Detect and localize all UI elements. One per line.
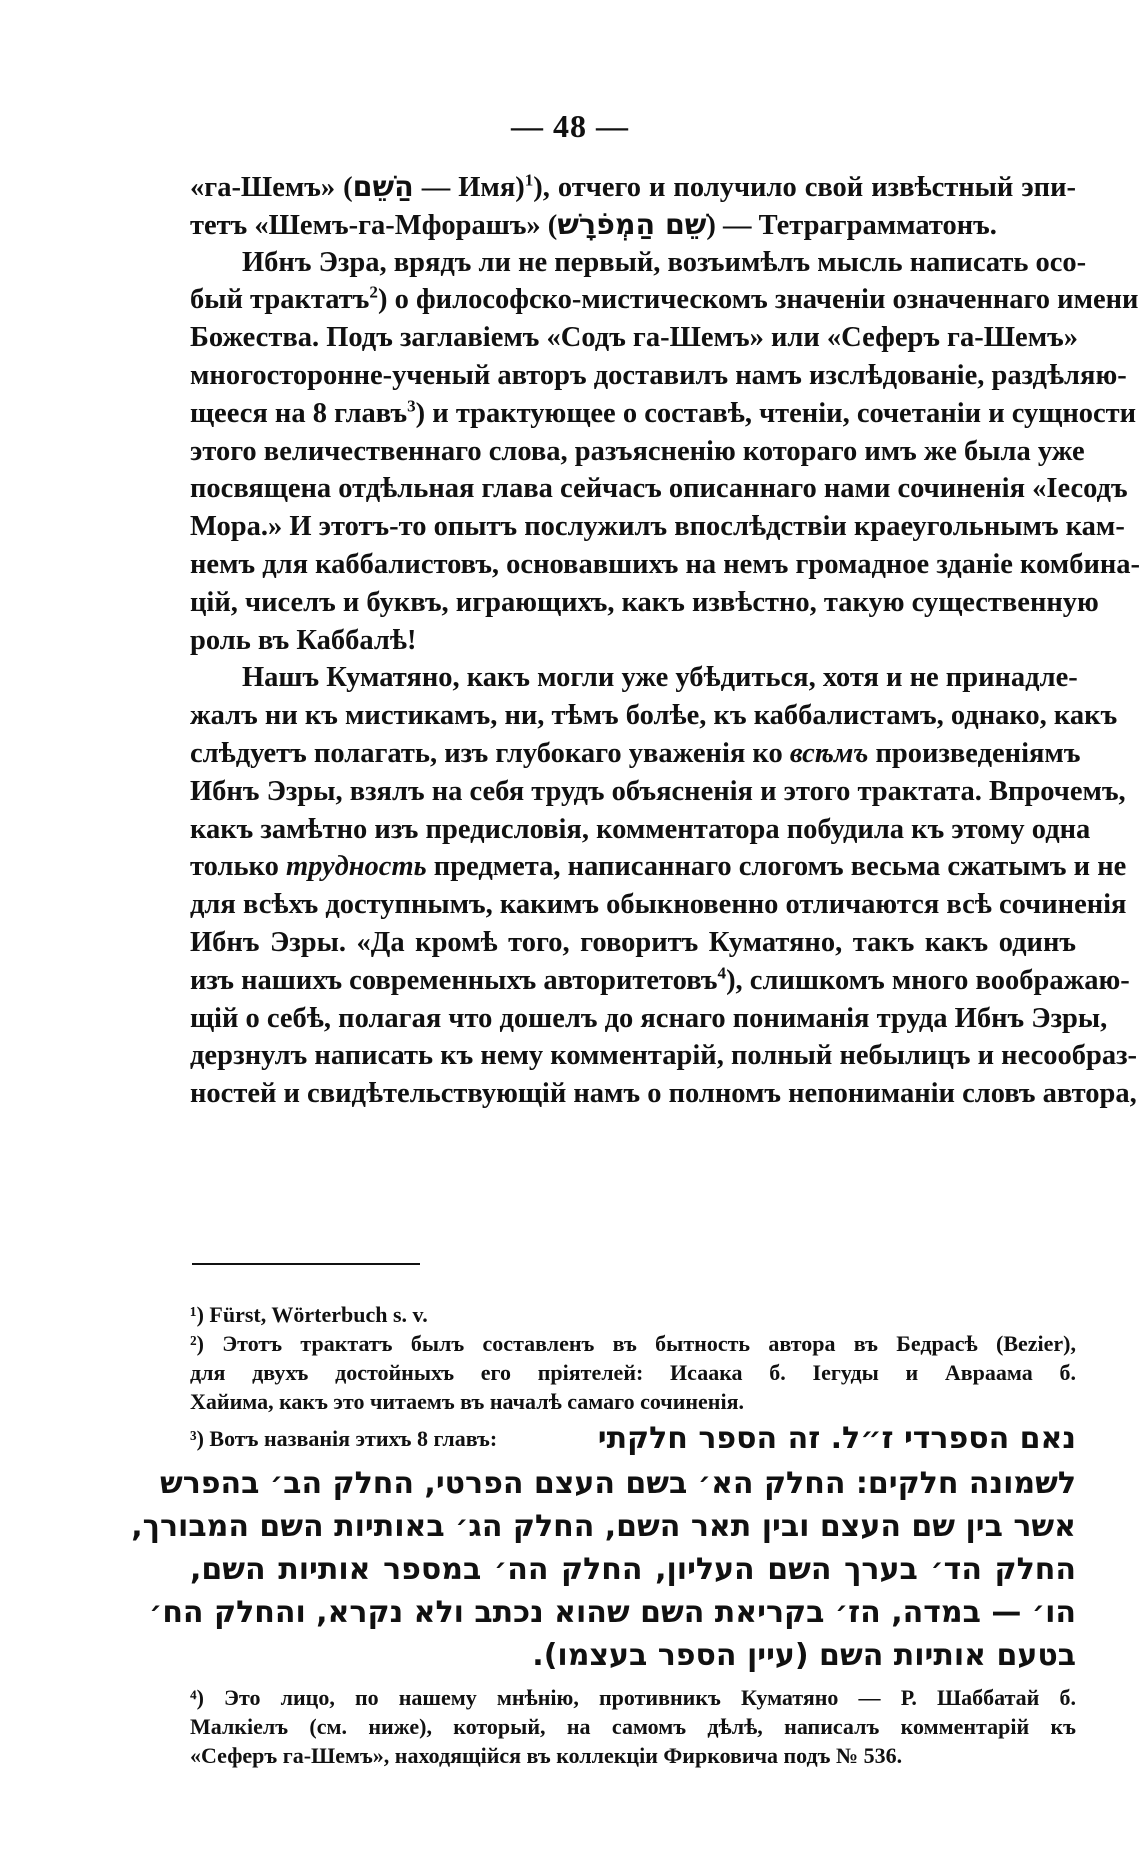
- text-line: этого величественнаго слова, разъясненію котораго имъ же была уже: [190, 435, 1085, 467]
- footnote-2-line: Хайима, какъ это читаемъ въ началѣ самаго сочиненія.: [190, 1389, 744, 1414]
- text-line: посвящена отдѣльная глава сейчасъ описаннаго нами сочиненія «Iесодъ: [190, 473, 1128, 505]
- footnote-ref: 2: [369, 282, 378, 302]
- text-line: для всѣхъ доступнымъ, какимъ обыкновенно отличаются всѣ сочиненія: [190, 889, 1127, 921]
- text-line: немъ для каббалистовъ, основавшихъ на немъ громадное зданіе комбина-: [190, 548, 1140, 580]
- text-line: жалъ ни къ мистикамъ, ни, тѣмъ болѣе, къ каббалистамъ, однако, какъ: [190, 700, 1118, 732]
- text-line: бый трактатъ$^2$) о философско-мистическомъ значеніи означеннаго имени: [190, 282, 1139, 316]
- emphasis: всѣмъ: [789, 737, 869, 769]
- footnote-divider: [192, 1263, 420, 1265]
- text-line: только трудность предмета, написаннаго слогомъ весьма сжатымъ и не: [190, 851, 1127, 883]
- hebrew-line: הו׳ — במדה, הז׳ בקריאת השם שהוא נכתב ולא נקרא, והחלק הח׳: [149, 1595, 1076, 1630]
- hebrew-line: בטעם אותיות השם (עיין הספר בעצמו).: [532, 1638, 1076, 1673]
- footnote-2-line: для двухъ достойныхъ его пріятелей: Исаака б. Iегуды и Авраама б.: [190, 1360, 1076, 1385]
- text-line: «га-Шемъ» (הַשֵׁם — Имя)$^1$), отчего и получило свой извѣстный эпи-: [190, 170, 1076, 203]
- footnotes: [131, 1300, 1076, 1770]
- text-line: Ибнъ Эзра, врядъ ли не первый, возъимѣлъ мысль написать осо-: [242, 246, 1087, 278]
- text-line: Божества. Подъ заглавіемъ «Содъ га-Шемъ» или «Сеферъ га-Шемъ»: [190, 322, 1078, 354]
- hebrew-line: אשר בין שם העצם ובין תאר השם, החלק הג׳ באותיות השם המבורך,: [131, 1509, 1076, 1544]
- footnote-4-line: «Сеферъ га-Шемъ», находящійся въ коллекціи Фирковича подъ № 536.: [190, 1743, 903, 1768]
- page-number: — 48 —: [511, 108, 629, 144]
- emphasis: трудность: [285, 851, 427, 883]
- hebrew-word: הַשֵׁם: [352, 170, 414, 203]
- text-line: тетъ «Шемъ-га-Мфорашъ» (שֵׁם הַמְפֹרָשׁ) — Тетраграмматонъ.: [190, 207, 997, 241]
- hebrew-line: לשמונה חלקים: החלק הא׳ בשם העצם הפרטי, החלק הב׳ בהפרש: [159, 1466, 1076, 1501]
- text-line: Ибнъ Эзры. «Да кромѣ того, говоритъ Куматяно, такъ какъ одинъ: [190, 926, 1076, 958]
- text-line: щееся на 8 главъ$^3$) и трактующее о составѣ, чтеніи, сочетаніи и сущности: [190, 396, 1137, 429]
- footnote-ref: 3: [407, 396, 416, 416]
- footnote-2-line: ²) Этотъ трактатъ былъ составленъ въ бытность автора въ Бедрасѣ (Bezier),: [190, 1331, 1076, 1356]
- footnote-4-line: ⁴) Это лицо, по нашему мнѣнію, противникъ Куматяно — Р. Шаббатай б.: [190, 1685, 1076, 1710]
- text-line: Мора.» И этотъ-то опытъ послужилъ впослѣдствіи краеугольнымъ кам-: [190, 511, 1125, 543]
- hebrew-line: החלק הד׳ בערך השם העליון, החלק הה׳ במספר אותיות השם,: [190, 1552, 1076, 1587]
- text-line: ностей и свидѣтельствующій намъ о полномъ непониманіи словъ автора,: [190, 1078, 1137, 1110]
- footnote-1: ¹) Fürst, Wörterbuch s. v.: [190, 1302, 428, 1327]
- hebrew-line: נאם הספרדי ז״ל. זה הספר חלקתי: [597, 1421, 1076, 1456]
- text-line: роль въ Каббалѣ!: [190, 624, 417, 656]
- main-text: [190, 168, 1140, 1113]
- text-line: изъ нашихъ современныхъ авторитетовъ$^4$), слишкомъ много воображаю-: [190, 963, 1130, 996]
- text-line: слѣдуетъ полагать, изъ глубокаго уваженія ко всѣмъ произведеніямъ: [190, 737, 1081, 769]
- text-line: Ибнъ Эзры, взялъ на себя трудъ объясненія и этого трактата. Впрочемъ,: [190, 775, 1126, 807]
- text-line: цій, чиселъ и буквъ, играющихъ, какъ извѣстно, такую существенную: [190, 586, 1099, 618]
- hebrew-phrase: שֵׁם הַמְפֹרָשׁ: [557, 207, 707, 241]
- text-line: щій о себѣ, полагая что дошелъ до яснаго пониманія труда Ибнъ Эзры,: [190, 1002, 1108, 1034]
- footnote-ref: 1: [524, 170, 534, 190]
- text-line: дерзнулъ написать къ нему комментарій, полный небылицъ и несообраз-: [190, 1040, 1138, 1072]
- text-line: многосторонне-ученый авторъ доставилъ намъ изслѣдованіе, раздѣляю-: [190, 359, 1127, 391]
- text-line: Нашъ Куматяно, какъ могли уже убѣдиться, хотя и не принадле-: [242, 662, 1078, 694]
- footnote-4-line: Малкіелъ (см. ниже), который, на самомъ дѣлѣ, написалъ комментарій къ: [190, 1714, 1076, 1739]
- footnote-ref: 4: [717, 963, 727, 983]
- text-line: какъ замѣтно изъ предисловія, комментатора побудила къ этому одна: [190, 813, 1091, 845]
- footnote-3-intro: ³) Вотъ названія этихъ 8 главъ: נאם הספרדי ז״ל. זה הספר חלקתי: [190, 1416, 1076, 1462]
